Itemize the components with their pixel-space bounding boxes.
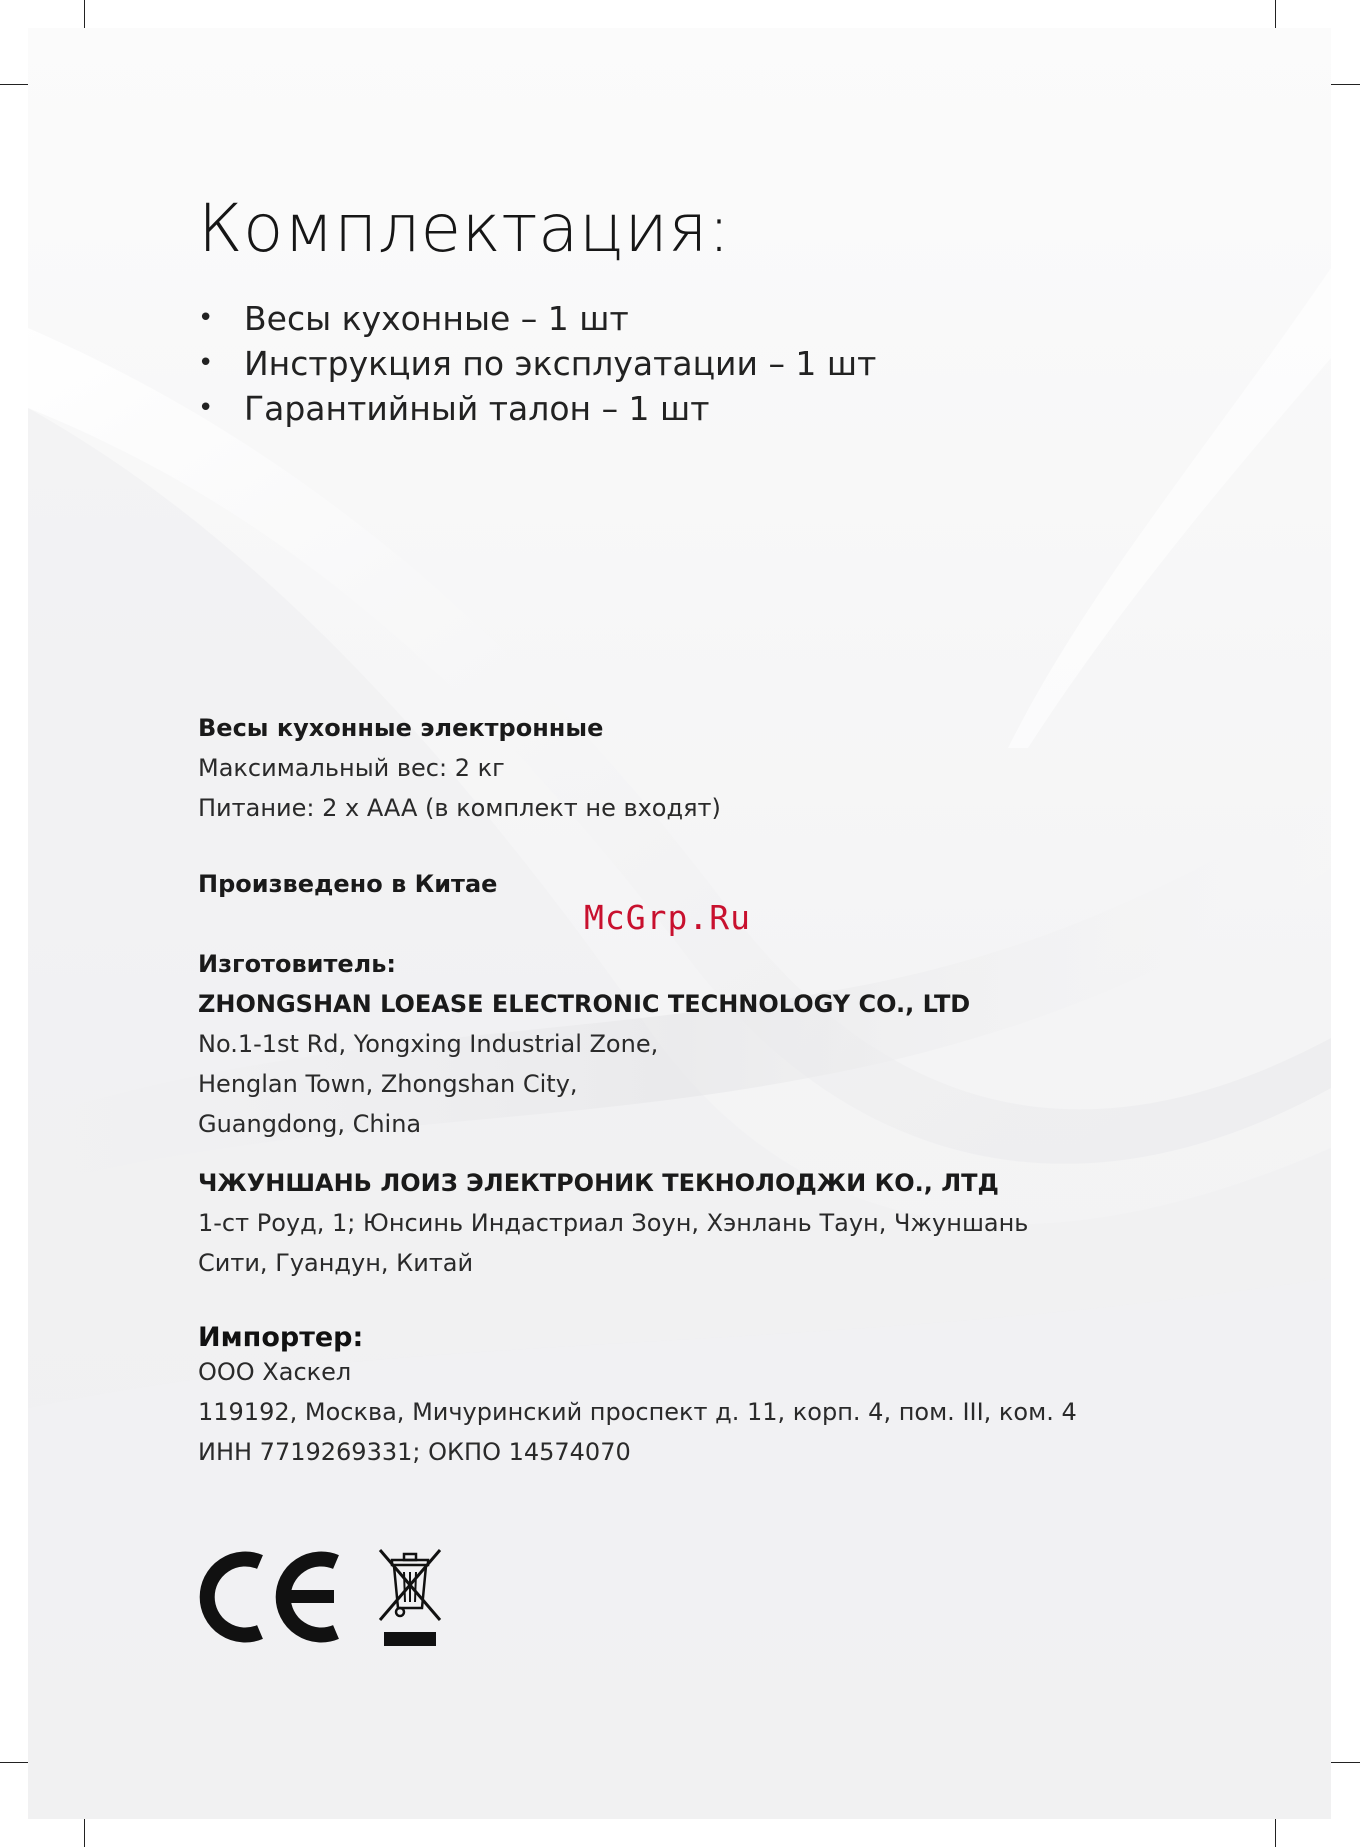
watermark: McGrp.Ru — [584, 898, 751, 937]
max-weight: Максимальный вес: 2 кг — [198, 754, 505, 782]
importer-heading: Импортер: — [198, 1322, 364, 1353]
power-supply: Питание: 2 x AAA (в комплект не входят) — [198, 794, 721, 822]
importer-address: 119192, Москва, Мичуринский проспект д. 11, корп. 4, пом. III, ком. 4 — [198, 1398, 1077, 1426]
contents-list — [198, 296, 876, 431]
manufacturer-heading: Изготовитель: — [198, 950, 396, 978]
crossed-out-wheelie-bin-icon — [380, 1550, 440, 1646]
manufacturer-address-line: Guangdong, China — [198, 1110, 422, 1138]
product-name: Весы кухонные электронные — [198, 714, 604, 742]
list-item: • Инструкция по эксплуатации – 1 шт — [198, 341, 876, 386]
manufacturer-address-line: Henglan Town, Zhongshan City, — [198, 1070, 578, 1098]
importer-company: ООО Хаскел — [198, 1358, 352, 1386]
certification-marks — [198, 1542, 458, 1656]
manufacturer-block — [198, 944, 970, 1144]
list-item: • Гарантийный талон – 1 шт — [198, 386, 876, 431]
manufacturer-address-line: No.1-1st Rd, Yongxing Industrial Zone, — [198, 1030, 659, 1058]
manufacturer-address-ru-line: Сити, Гуандун, Китай — [198, 1249, 474, 1277]
manufacturer-address-ru-line: 1-ст Роуд, 1; Юнсинь Индастриал Зоун, Хэнлань Таун, Чжуншань — [198, 1209, 1029, 1237]
importer-block — [198, 1318, 1077, 1472]
manufacturer-name-en: ZHONGSHAN LOEASE ELECTRONIC TECHNOLOGY CO., LTD — [198, 990, 971, 1018]
origin-block — [198, 864, 497, 904]
product-info — [198, 708, 721, 828]
manufacturer-ru-block — [198, 1163, 1028, 1283]
list-item: • Весы кухонные – 1 шт — [198, 296, 876, 341]
manufacturer-name-ru: ЧЖУНШАНЬ ЛОИЗ ЭЛЕКТРОНИК ТЕКНОЛОДЖИ КО., ЛТД — [198, 1169, 999, 1197]
origin-label: Произведено в Китае — [198, 870, 498, 898]
importer-ids: ИНН 7719269331; ОКПО 14574070 — [198, 1438, 631, 1466]
page-title: Комплектация: — [198, 190, 731, 267]
ce-mark-icon — [207, 1559, 336, 1635]
